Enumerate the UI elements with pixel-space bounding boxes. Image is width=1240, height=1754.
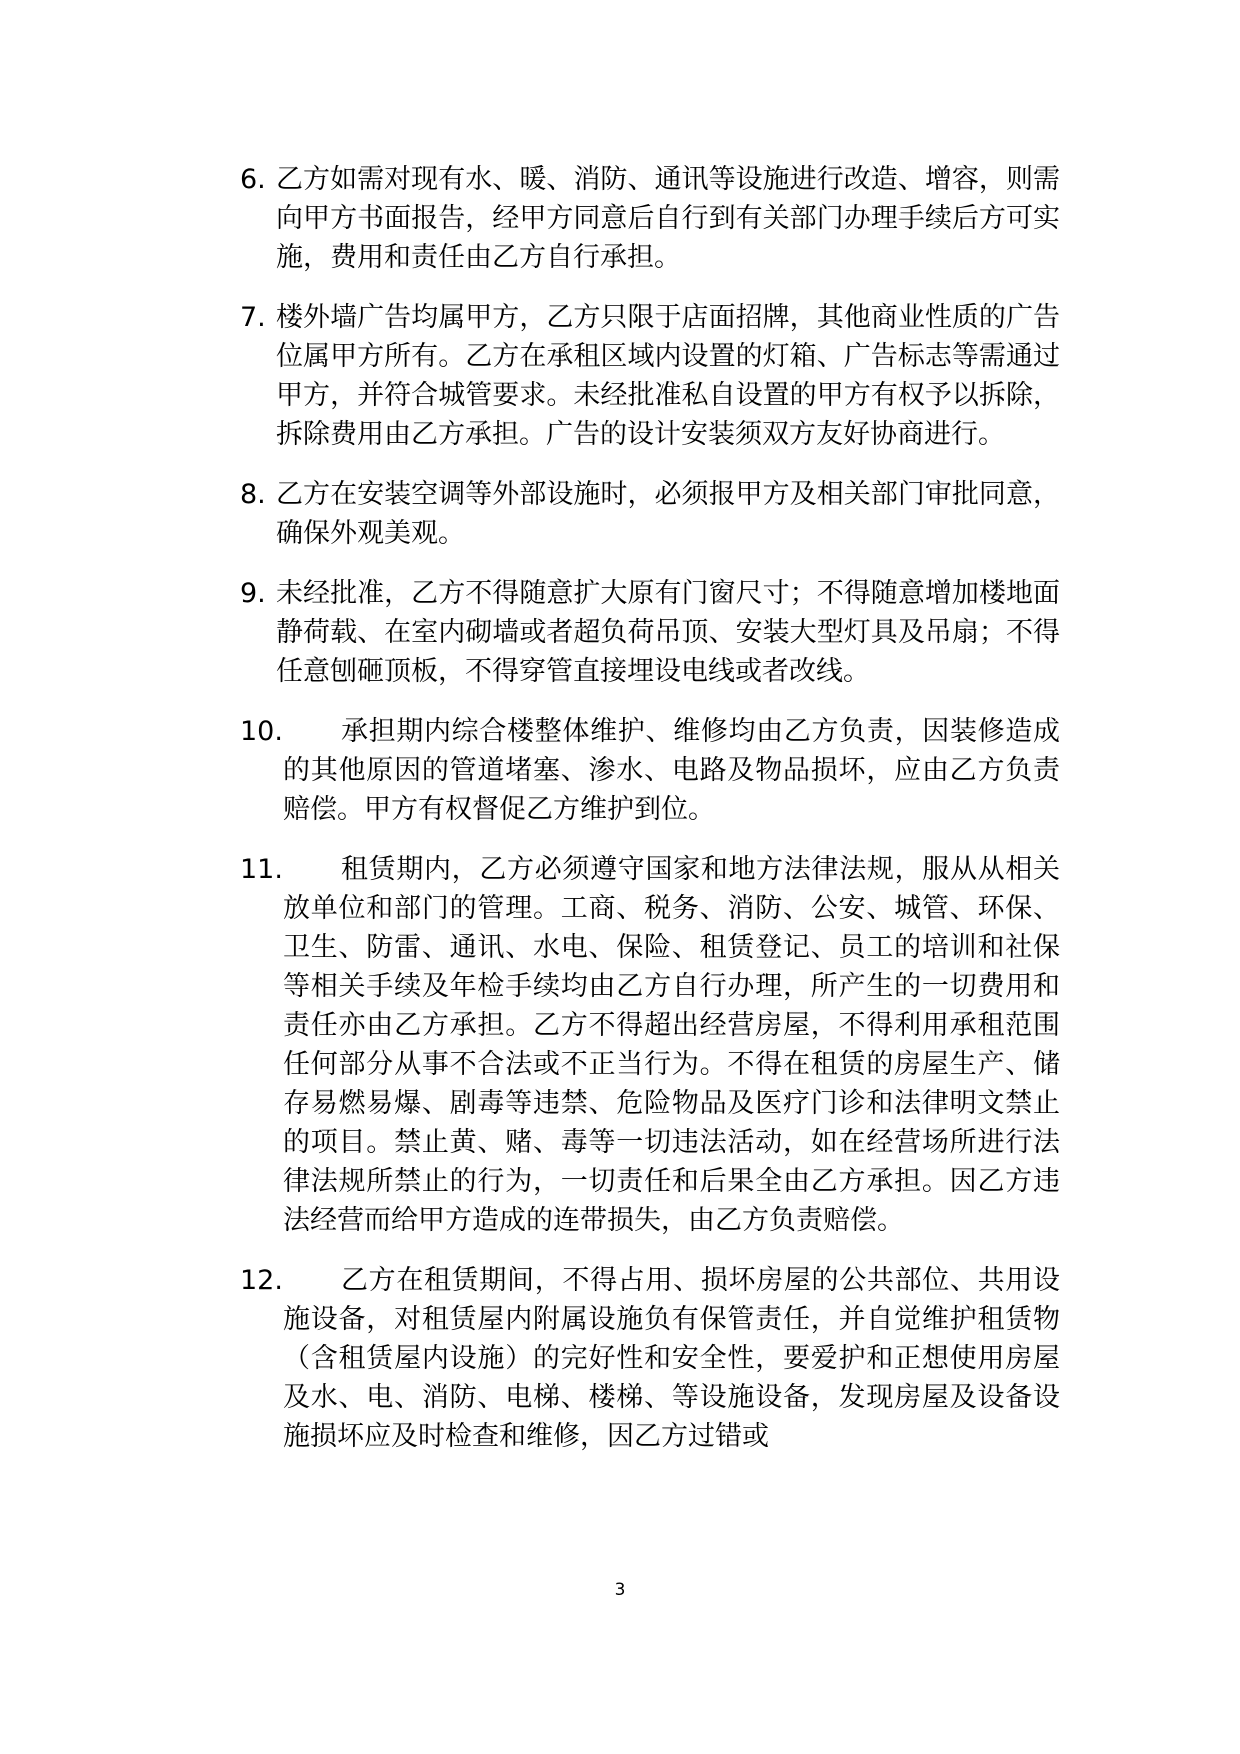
clause-12 (240, 1261, 1060, 1456)
clause-text: 乙方在租赁期间，不得占用、损坏房屋的公共部位、共用设施设备，对租赁屋内附属设施负有保管责任，并自觉维护租赁物（含租赁屋内设施）的完好性和安全性，要爱护和正想使用房屋及水、电、消防、电梯、楼梯、等设施设备，发现房屋及设备设施损坏应及时检查和维修，因乙方过错或 (282, 1265, 1060, 1452)
clause-number: 8. (240, 479, 266, 510)
clause-7 (240, 298, 1060, 454)
clause-number: 6. (240, 164, 266, 195)
clause-8 (240, 475, 1060, 553)
clause-6 (240, 160, 1060, 277)
clause-text: 乙方在安装空调等外部设施时，必须报甲方及相关部门审批同意，确保外观美观。 (276, 479, 1060, 549)
clause-number: 11. (240, 854, 283, 885)
clause-9 (240, 574, 1060, 691)
clause-text: 楼外墙广告均属甲方，乙方只限于店面招牌，其他商业性质的广告位属甲方所有。乙方在承租区域内设置的灯箱、广告标志等需通过甲方，并符合城管要求。未经批准私自设置的甲方有权予以拆除，拆除费用由乙方承担。广告的设计安装须双方友好协商进行。 (276, 302, 1060, 450)
clause-number: 9. (240, 578, 266, 609)
clause-10 (240, 712, 1060, 829)
clause-text: 租赁期内，乙方必须遵守国家和地方法律法规，服从从相关放单位和部门的管理。工商、税务、消防、公安、城管、环保、卫生、防雷、通讯、水电、保险、租赁登记、员工的培训和社保等相关手续及年检手续均由乙方自行办理，所产生的一切费用和责任亦由乙方承担。乙方不得超出经营房屋，不得利用承租范围任何部分从事不合法或不正当行为。不得在租赁的房屋生产、储存易燃易爆、剧毒等违禁、危险物品及医疗门诊和法律明文禁止的项目。禁止黄、赌、毒等一切违法活动，如在经营场所进行法律法规所禁止的行为，一切责任和后果全由乙方承担。因乙方违法经营而给甲方造成的连带损失，由乙方负责赔偿。 (282, 854, 1060, 1236)
clause-number: 7. (240, 302, 266, 333)
clause-list (240, 160, 1060, 1477)
clause-number: 12. (240, 1265, 283, 1296)
clause-11 (240, 850, 1060, 1240)
clause-text: 承担期内综合楼整体维护、维修均由乙方负责，因装修造成的其他原因的管道堵塞、渗水、电路及物品损坏，应由乙方负责赔偿。甲方有权督促乙方维护到位。 (282, 716, 1060, 825)
page-number: 3 (614, 1580, 626, 1600)
clause-text: 乙方如需对现有水、暖、消防、通讯等设施进行改造、增容，则需向甲方书面报告，经甲方同意后自行到有关部门办理手续后方可实施，费用和责任由乙方自行承担。 (276, 164, 1060, 273)
clause-text: 未经批准，乙方不得随意扩大原有门窗尺寸；不得随意增加楼地面静荷载、在室内砌墙或者超负荷吊顶、安装大型灯具及吊扇；不得任意刨砸顶板，不得穿管直接埋设电线或者改线。 (276, 578, 1060, 687)
clause-number: 10. (240, 716, 283, 747)
